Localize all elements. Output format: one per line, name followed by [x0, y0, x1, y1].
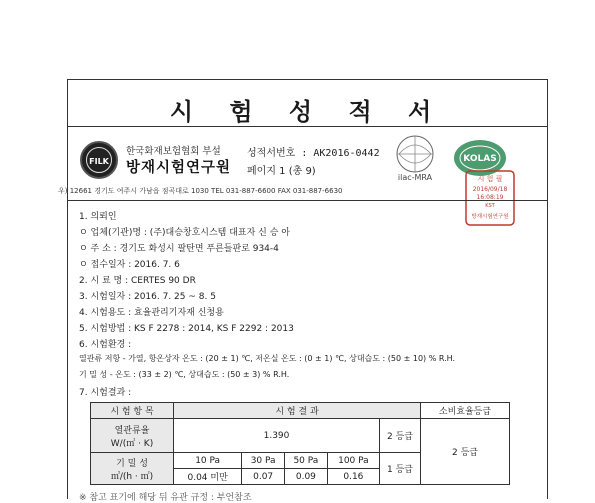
filk-logo	[80, 141, 118, 179]
results-table	[90, 402, 510, 485]
item-address: ㅇ 주 소 : 경기도 화성시 팔탄면 푸른들판로 934-4	[79, 244, 279, 254]
ilac-text: ilac-MRA	[397, 173, 433, 182]
address-line: 우) 12661 경기도 여주시 가남읍 점곡대로 1030 TEL 031-887-6600 FAX 031-887-6630	[58, 187, 343, 195]
stamp-line-5: 방재시험연구원	[471, 214, 509, 220]
filk-logo-text: FILK	[89, 157, 109, 166]
page-number: 페이지 1 (총 9)	[247, 166, 316, 177]
airtight-unit: ㎥/(h · ㎡)	[110, 471, 154, 482]
footer-note-partial: ※ 참고 표기에 해당 뒤 유관 규정 : 부언참조	[79, 493, 252, 503]
item-results: 7. 시험결과 :	[79, 388, 132, 398]
thermal-label-cell	[91, 419, 174, 453]
stamp-line-2: 2016/09/18	[472, 186, 508, 193]
env-airtight: 기 밀 성 - 온도 : (33 ± 2) ℃, 상대습도 : (50 ± 3) % R.H.	[79, 370, 290, 379]
kolas-text: KOLAS	[463, 154, 497, 164]
pressure-50: 50 Pa	[285, 453, 328, 469]
thermal-grade: 2 등급	[380, 419, 421, 453]
item-test-date: 3. 시험일자 : 2016. 7. 25 ~ 8. 5	[79, 292, 216, 302]
item-environment: 6. 시험환경 :	[79, 340, 132, 350]
item-company: ㅇ 업체(기관)명 : (주)대승창호시스템 대표자 신 승 아	[79, 228, 290, 238]
org-name: 방재시험연구원	[126, 160, 232, 176]
airtight-value-50: 0.09	[285, 469, 328, 485]
stamp-line-3: 16:08:19	[476, 194, 504, 201]
pressure-10: 10 Pa	[174, 453, 242, 469]
header-item: 시 험 항 목	[91, 403, 174, 419]
title-divider	[68, 126, 547, 127]
stamp-line-1: 시 험 필	[477, 175, 503, 183]
airtight-label-cell	[91, 453, 174, 485]
thermal-value: 1.390	[174, 419, 380, 453]
item-sample-name: 2. 시 료 명 : CERTES 90 DR	[79, 276, 196, 286]
airtight-value-10: 0.04 미만	[174, 469, 242, 485]
airtight-label: 기 밀 성	[116, 458, 148, 469]
thermal-unit: W/(㎡ · K)	[110, 438, 154, 449]
address-divider	[68, 200, 547, 201]
document-page	[58, 79, 548, 503]
org-subtitle: 한국화재보험협회 부설	[126, 146, 221, 157]
pressure-100: 100 Pa	[327, 453, 379, 469]
airtight-grade: 1 등급	[380, 453, 421, 485]
stamp-line-4: KST	[485, 203, 495, 209]
header-result: 시 험 결 과	[174, 403, 421, 419]
airtight-value-100: 0.16	[327, 469, 379, 485]
item-receipt-date: ㅇ 접수일자 : 2016. 7. 6	[79, 260, 180, 270]
thermal-label: 열관류율	[114, 425, 150, 436]
ilac-mra-logo	[390, 132, 440, 182]
certificate-number: 성적서번호 : AK2016-0442	[247, 148, 380, 159]
item-purpose: 4. 시험용도 : 효율관리기자재 신청용	[79, 308, 224, 318]
test-stamp	[465, 170, 515, 226]
pressure-30: 30 Pa	[242, 453, 285, 469]
airtight-value-30: 0.07	[242, 469, 285, 485]
env-thermal: 열관류 저항 - 가열, 항온상자 온도 : (20 ± 1) ℃, 저온실 온도 : (0 ± 1) ℃, 상대습도 : (50 ± 10) % R.H.	[79, 354, 456, 363]
item-applicant: 1. 의뢰인	[79, 212, 117, 222]
final-grade: 2 등급	[421, 419, 510, 485]
item-method: 5. 시험방법 : KS F 2278 : 2014, KS F 2292 : 2013	[79, 324, 294, 334]
document-title: 시 험 성 적 서	[169, 97, 446, 126]
filk-logo-ring	[86, 147, 112, 173]
header-grade: 소비효율등급	[421, 403, 510, 419]
